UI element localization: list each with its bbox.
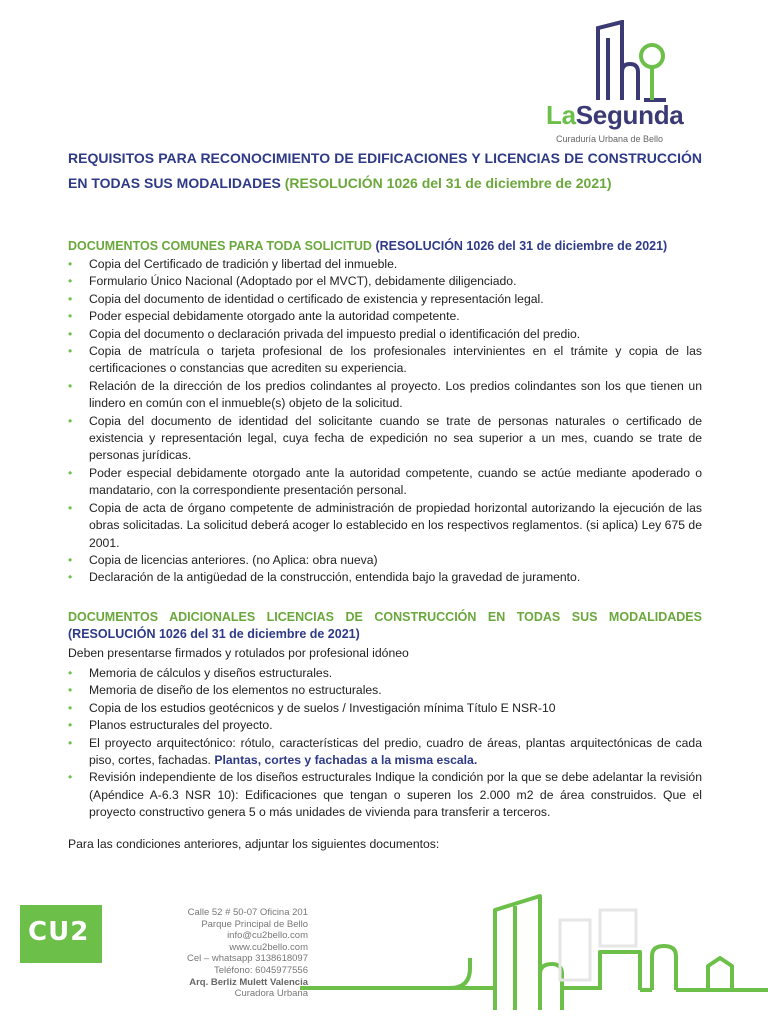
bullet-icon: • (68, 552, 73, 567)
page-title (68, 146, 702, 196)
place-line: Parque Principal de Bello (201, 918, 308, 930)
list-item-text: Revisión independiente de los diseños estructurales Indique la condición por la que se debe adelantar la revisión (Apéndice A-6.3 NSR 10): Edificaciones que tengan o superen los 2.000 m2 de área construidos. Que el proyecto constructivo genera 5 o más unidades de vivienda para transferir a terceros. (89, 770, 702, 820)
list-item (68, 769, 702, 821)
list-item-text: Declaración de la antigüedad de la construcción, entendida bajo la gravedad de juramento. (89, 570, 581, 585)
person-role: Curadora Urbana (234, 988, 308, 1000)
building-tree-icon (592, 20, 672, 102)
contact-block (150, 907, 308, 1000)
section1-heading-resolution: (RESOLUCIÓN 1026 del 31 de diciembre de 2021) (375, 239, 668, 253)
section1-heading (68, 238, 702, 255)
phone-line: Teléfono: 6045977556 (213, 964, 308, 976)
bullet-icon: • (68, 683, 73, 698)
list-item-text: Copia del documento de identidad del solicitante cuando se trate de personas naturales o certificado de existencia y representación legal, cuya fecha de expedición no sea superior a un mes, cuando se trate de personas jurídicas. (89, 413, 702, 463)
brand-name-rest: Segunda (575, 100, 684, 130)
list-item (68, 717, 702, 734)
list-item (68, 552, 702, 569)
brand-name (546, 100, 683, 131)
page-title-main: REQUISITOS PARA RECONOCIMIENTO DE EDIFICACIONES Y LICENCIAS DE CONSTRUCCIÓN EN TODAS SUS MODALIDADES (68, 150, 702, 191)
list-item-text: Copia de matrícula o tarjeta profesional de los profesionales intervinientes en el trámite y copia de las certificaciones o constancias que acrediten su experiencia. (89, 344, 702, 376)
list-item-text: Copia del documento o declaración privada del impuesto predial o identificación del predio. (89, 326, 581, 341)
list-item (68, 700, 702, 717)
section2-heading-resolution: (RESOLUCIÓN 1026 del 31 de diciembre de 2021) (68, 627, 360, 641)
list-item (68, 500, 702, 552)
list-item (68, 343, 702, 378)
list-item (68, 735, 702, 770)
list-item (68, 665, 702, 682)
list-item-text: Copia de acta de órgano competente de administración de propiedad horizontal autorizando la ejecución de las obras solicitadas. La solicitud deberá acoger lo establecido en los respectivos reglamentos. (si aplica) Ley 675 de 2001. (89, 500, 702, 550)
list-item (68, 378, 702, 413)
bullet-icon: • (68, 257, 73, 271)
bullet-icon: • (68, 413, 73, 428)
brand-logo (540, 20, 710, 150)
brand-name-prefix: La (546, 100, 576, 130)
whatsapp-line: Cel – whatsapp 3138618097 (187, 953, 308, 965)
cu2-logo (20, 905, 102, 963)
section2-list (68, 665, 702, 822)
bullet-icon: • (68, 274, 73, 289)
list-item-text: Planos estructurales del proyecto. (89, 718, 273, 733)
list-item (68, 682, 702, 699)
list-item (68, 291, 702, 308)
city-skyline-line-art (300, 890, 768, 1024)
section2-heading (68, 609, 702, 643)
bullet-icon: • (68, 770, 73, 785)
list-item-text: Relación de la dirección de los predios colindantes al proyecto. Los predios colindantes son los que tienen un lindero en común con el inmueble(s) objeto de la solicitud. (89, 378, 702, 411)
list-item-text: Memoria de diseño de los elementos no estructurales. (89, 683, 382, 698)
brand-subtitle: Curaduría Urbana de Bello (556, 134, 664, 144)
list-item-text: Formulario Único Nacional (Adoptado por el MVCT), debidamente diligenciado. (89, 274, 517, 289)
list-item-text: Poder especial debidamente otorgado ante la autoridad competente, cuando se actúe mediante apoderado o mandatario, con la correspondiente presentación personal. (89, 465, 702, 498)
list-item (68, 326, 702, 343)
list-item-text: Copia del documento de identidad o certificado de existencia y representación legal. (89, 291, 544, 306)
bullet-icon: • (68, 700, 73, 715)
list-item-text: Copia del Certificado de tradición y libertad del inmueble. (89, 257, 398, 271)
person-name: Arq. Berliz Mulett Valencia (189, 976, 308, 988)
list-item-text: Copia de los estudios geotécnicos y de suelos / Investigación mínima Título E NSR-10 (89, 700, 556, 715)
bullet-icon: • (68, 666, 73, 680)
list-item-text: El proyecto arquitectónico: rótulo, características del predio, cuadro de áreas, plantas arquitectónicas de cada piso, cortes, fachadas. (89, 735, 702, 768)
email-link[interactable]: info@cu2bello.com (227, 930, 308, 942)
bullet-icon: • (68, 718, 73, 733)
bullet-icon: • (68, 500, 73, 515)
section1-list (68, 256, 702, 587)
section1-heading-text: DOCUMENTOS COMUNES PARA TODA SOLICITUD (68, 239, 372, 253)
list-item (68, 256, 702, 273)
list-item (68, 465, 702, 500)
website-link[interactable]: www.cu2bello.com (229, 941, 308, 953)
list-item (68, 308, 702, 325)
list-item-text: Poder especial debidamente otorgado ante la autoridad competente. (89, 309, 460, 324)
bullet-icon: • (68, 326, 73, 341)
section2-intro: Deben presentarse firmados y rotulados por profesional idóneo (68, 646, 409, 660)
bullet-icon: • (68, 291, 73, 306)
cu2-logo-text: CU2 (28, 917, 90, 947)
list-item-text: Memoria de cálculos y diseños estructurales. (89, 666, 333, 680)
list-item (68, 273, 702, 290)
list-item-highlight: Plantas, cortes y fachadas a la misma escala. (214, 753, 478, 768)
bullet-icon: • (68, 344, 73, 359)
page-title-resolution: (RESOLUCIÓN 1026 del 31 de diciembre de 2021) (284, 175, 612, 191)
section2-closing: Para las condiciones anteriores, adjuntar los siguientes documentos: (68, 837, 440, 851)
list-item-text: Copia de licencias anteriores. (no Aplica: obra nueva) (89, 552, 378, 567)
bullet-icon: • (68, 570, 73, 585)
address-line: Calle 52 # 50-07 Oficina 201 (187, 907, 308, 918)
bullet-icon: • (68, 465, 73, 480)
bullet-icon: • (68, 735, 73, 750)
section2-heading-text: DOCUMENTOS ADICIONALES LICENCIAS DE CONSTRUCCIÓN EN TODAS SUS MODALIDADES (68, 610, 702, 624)
list-item (68, 569, 702, 586)
bullet-icon: • (68, 378, 73, 393)
list-item (68, 413, 702, 465)
bullet-icon: • (68, 309, 73, 324)
